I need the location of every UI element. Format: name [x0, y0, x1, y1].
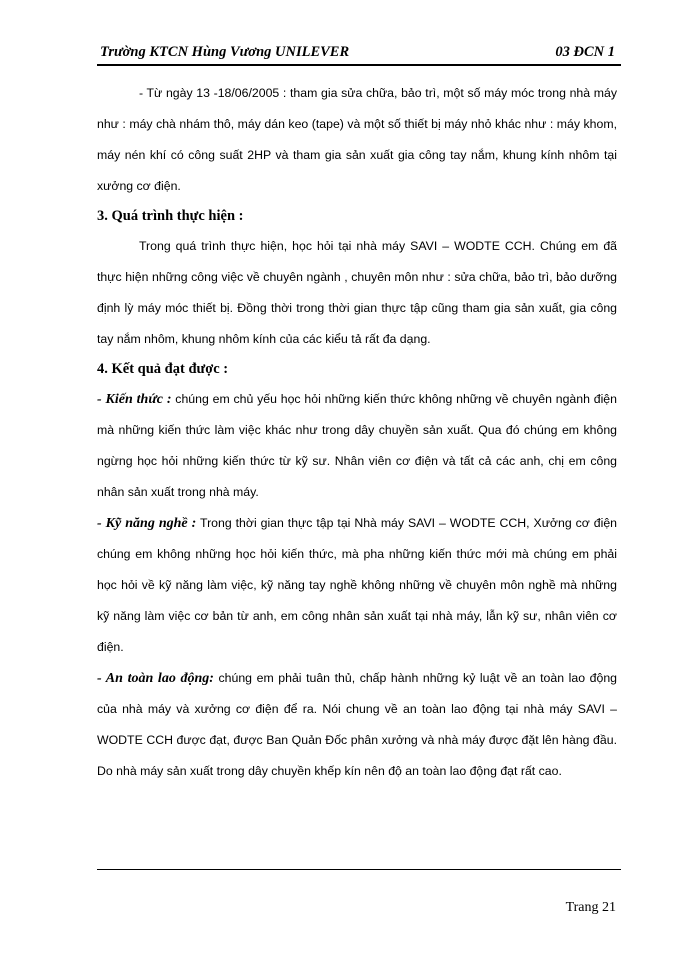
page-number: Trang 21	[565, 900, 616, 915]
header-divider	[97, 64, 621, 66]
header-school-name: Trường KTCN Hùng Vương UNILEVER	[100, 44, 350, 60]
result-item-safety	[97, 663, 617, 787]
result-item-safety-lead: - An toàn lao động:	[97, 671, 214, 686]
result-item-knowledge-text: chúng em chủ yếu học hỏi những kiến thức không những về chuyên ngành điện mà những kiến thức làm việc khác như trong dây chuyền sản xuất. Qua đó chúng em không ngừng học hỏi những kiến thức từ kỹ sư. Nhân viên cơ điện và tất cả các anh, chị em công nhân sản xuất trong nhà máy.	[97, 392, 617, 499]
document-body	[97, 78, 617, 787]
header-class-code: 03 ĐCN 1	[555, 44, 615, 60]
result-item-skills-lead: - Kỹ năng nghề :	[97, 516, 197, 531]
result-item-safety-text: chúng em phải tuân thủ, chấp hành những kỷ luật về an toàn lao động của nhà máy và xưởng cơ điện để ra. Nói chung về an toàn lao động tại nhà máy SAVI – WODTE CCH được đạt, được Ban Quản Đốc phân xưởng và nhà máy được đặt lên hàng đầu. Do nhà máy sản xuất trong dây chuyền khếp kín nên độ an toàn lao động đạt rất cao.	[97, 671, 618, 778]
footer-divider	[97, 869, 621, 870]
section-3-title: 3. Quá trình thực hiện :	[97, 208, 244, 224]
result-item-knowledge	[97, 384, 617, 508]
result-item-knowledge-lead: - Kiến thức :	[97, 392, 172, 407]
section-4-title: 4. Kết quả đạt được :	[97, 361, 229, 377]
result-item-skills	[97, 508, 617, 663]
section-3-paragraph: Trong quá trình thực hiện, học hỏi tại nhà máy SAVI – WODTE CCH. Chúng em đã thực hiện những công việc về chuyên ngành , chuyên môn như : sửa chữa, bảo trì, bảo dưỡng định lỳ máy móc thiết bị. Đồng thời trong thời gian thực tập cũng tham gia sản xuất, gia công tay nắm nhôm, khung nhôm kính của các kiểu tả rất đa dạng.	[97, 239, 617, 346]
bullet-paragraph: - Từ ngày 13 -18/06/2005 : tham gia sửa chữa, bảo trì, một số máy móc trong nhà máy như : máy chà nhám thô, máy dán keo (tape) và một số thiết bị máy nhỏ khác như : máy khom, máy nén khí có công suất 2HP và tham gia sản xuất gia công tay nắm, khung kính nhôm tại xưởng cơ điện.	[97, 86, 617, 193]
result-item-skills-text: Trong thời gian thực tập tại Nhà máy SAVI – WODTE CCH, Xưởng cơ điện chúng em không những học hỏi kiến thức, mà pha những kiến thức mới mà chúng em phải học hỏi về kỹ năng làm việc, kỹ năng tay nghề không những về chuyên môn nghề mà những kỹ năng làm việc cơ bản từ anh, em công nhân sản xuất tại nhà máy, lẫn kỹ sư, nhân viên cơ điện.	[97, 516, 618, 654]
